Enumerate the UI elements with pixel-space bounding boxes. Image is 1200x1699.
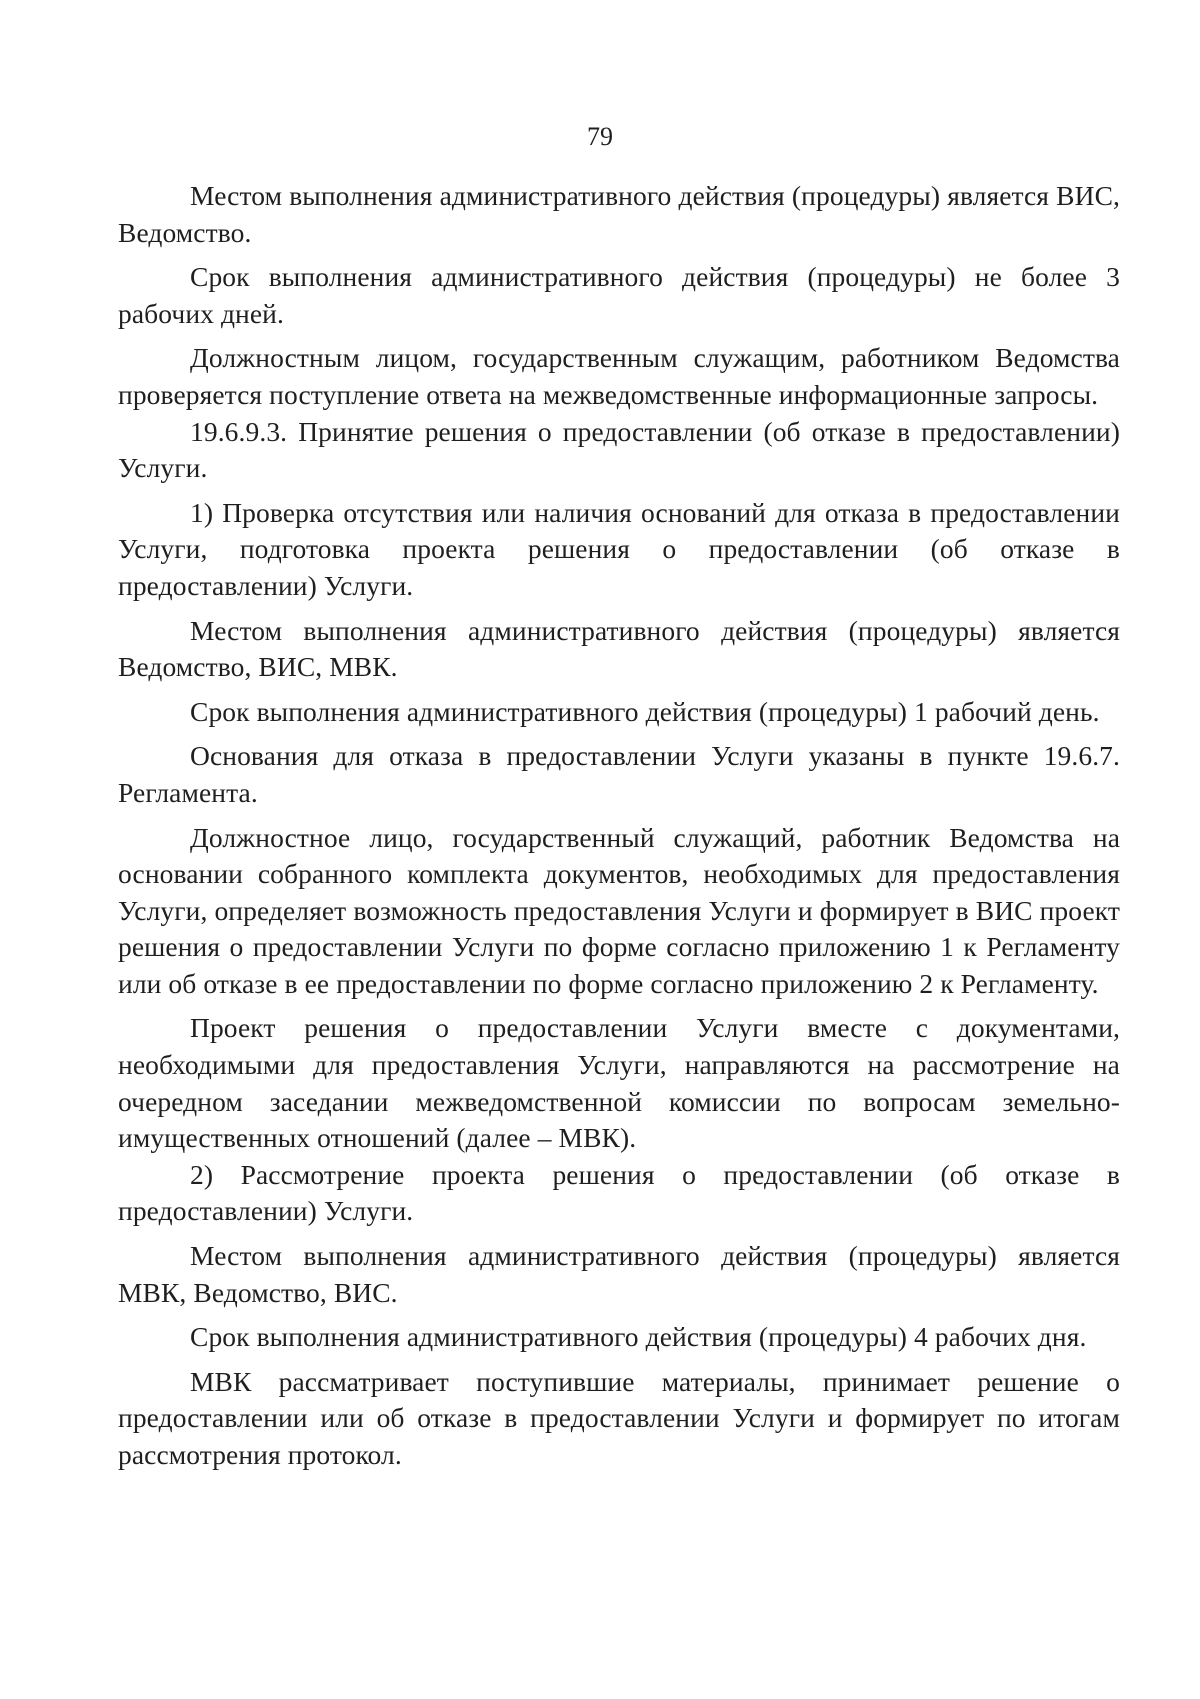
paragraph: Проект решения о предоставлении Услуги вместе с документами, необходимыми для предоставления Услуги, направляются на рассмотрение на очередном заседании межведомственной комиссии по вопросам земельно-имущественных отношений (далее – МВК). xyxy=(118,1012,1120,1154)
page-number: 79 xyxy=(587,122,613,151)
paragraph: 19.6.9.3. Принятие решения о предоставлении (об отказе в предоставлении) Услуги. xyxy=(118,415,1120,484)
paragraph: Основания для отказа в предоставлении Услуги указаны в пункте 19.6.7. Регламента. xyxy=(118,740,1120,808)
paragraph: Срок выполнения административного действия (процедуры) 4 рабочих дня. xyxy=(190,1321,1087,1353)
paragraph: 2) Рассмотрение проекта решения о предоставлении (об отказе в предоставлении) Услуги. xyxy=(118,1158,1120,1227)
paragraph: Местом выполнения административного действия (процедуры) является Ведомство, ВИС, МВК. xyxy=(118,614,1120,683)
document-body xyxy=(118,178,1120,1474)
paragraph: Местом выполнения административного действия (процедуры) является ВИС, Ведомство. xyxy=(118,180,1120,248)
paragraph: 1) Проверка отсутствия или наличия оснований для отказа в предоставлении Услуги, подготовка проекта решения о предоставлении (об отказе в предоставлении) Услуги. xyxy=(118,496,1120,601)
paragraph: Должностное лицо, государственный служащий, работник Ведомства на основании собранного комплекта документов, необходимых для предоставления Услуги, определяет возможность предоставления Услуги и формирует в ВИС проект решения о предоставлении Услуги по форме согласно приложению 1 к Регламенту или об отказе в ее предоставлении по форме согласно приложению 2 к Регламенту. xyxy=(118,821,1120,999)
paragraph: МВК рассматривает поступившие материалы, принимает решение о предоставлении или об отказе в предоставлении Услуги и формирует по итогам рассмотрения протокол. xyxy=(118,1365,1120,1470)
paragraph: Должностным лицом, государственным служащим, работником Ведомства проверяется поступление ответа на межведомственные информационные запросы. xyxy=(118,342,1120,410)
paragraph: Местом выполнения административного действия (процедуры) является МВК, Ведомство, ВИС. xyxy=(118,1240,1120,1308)
paragraph: Срок выполнения административного действия (процедуры) 1 рабочий день. xyxy=(190,695,1100,727)
paragraph: Срок выполнения административного действия (процедуры) не более 3 рабочих дней. xyxy=(118,261,1120,329)
